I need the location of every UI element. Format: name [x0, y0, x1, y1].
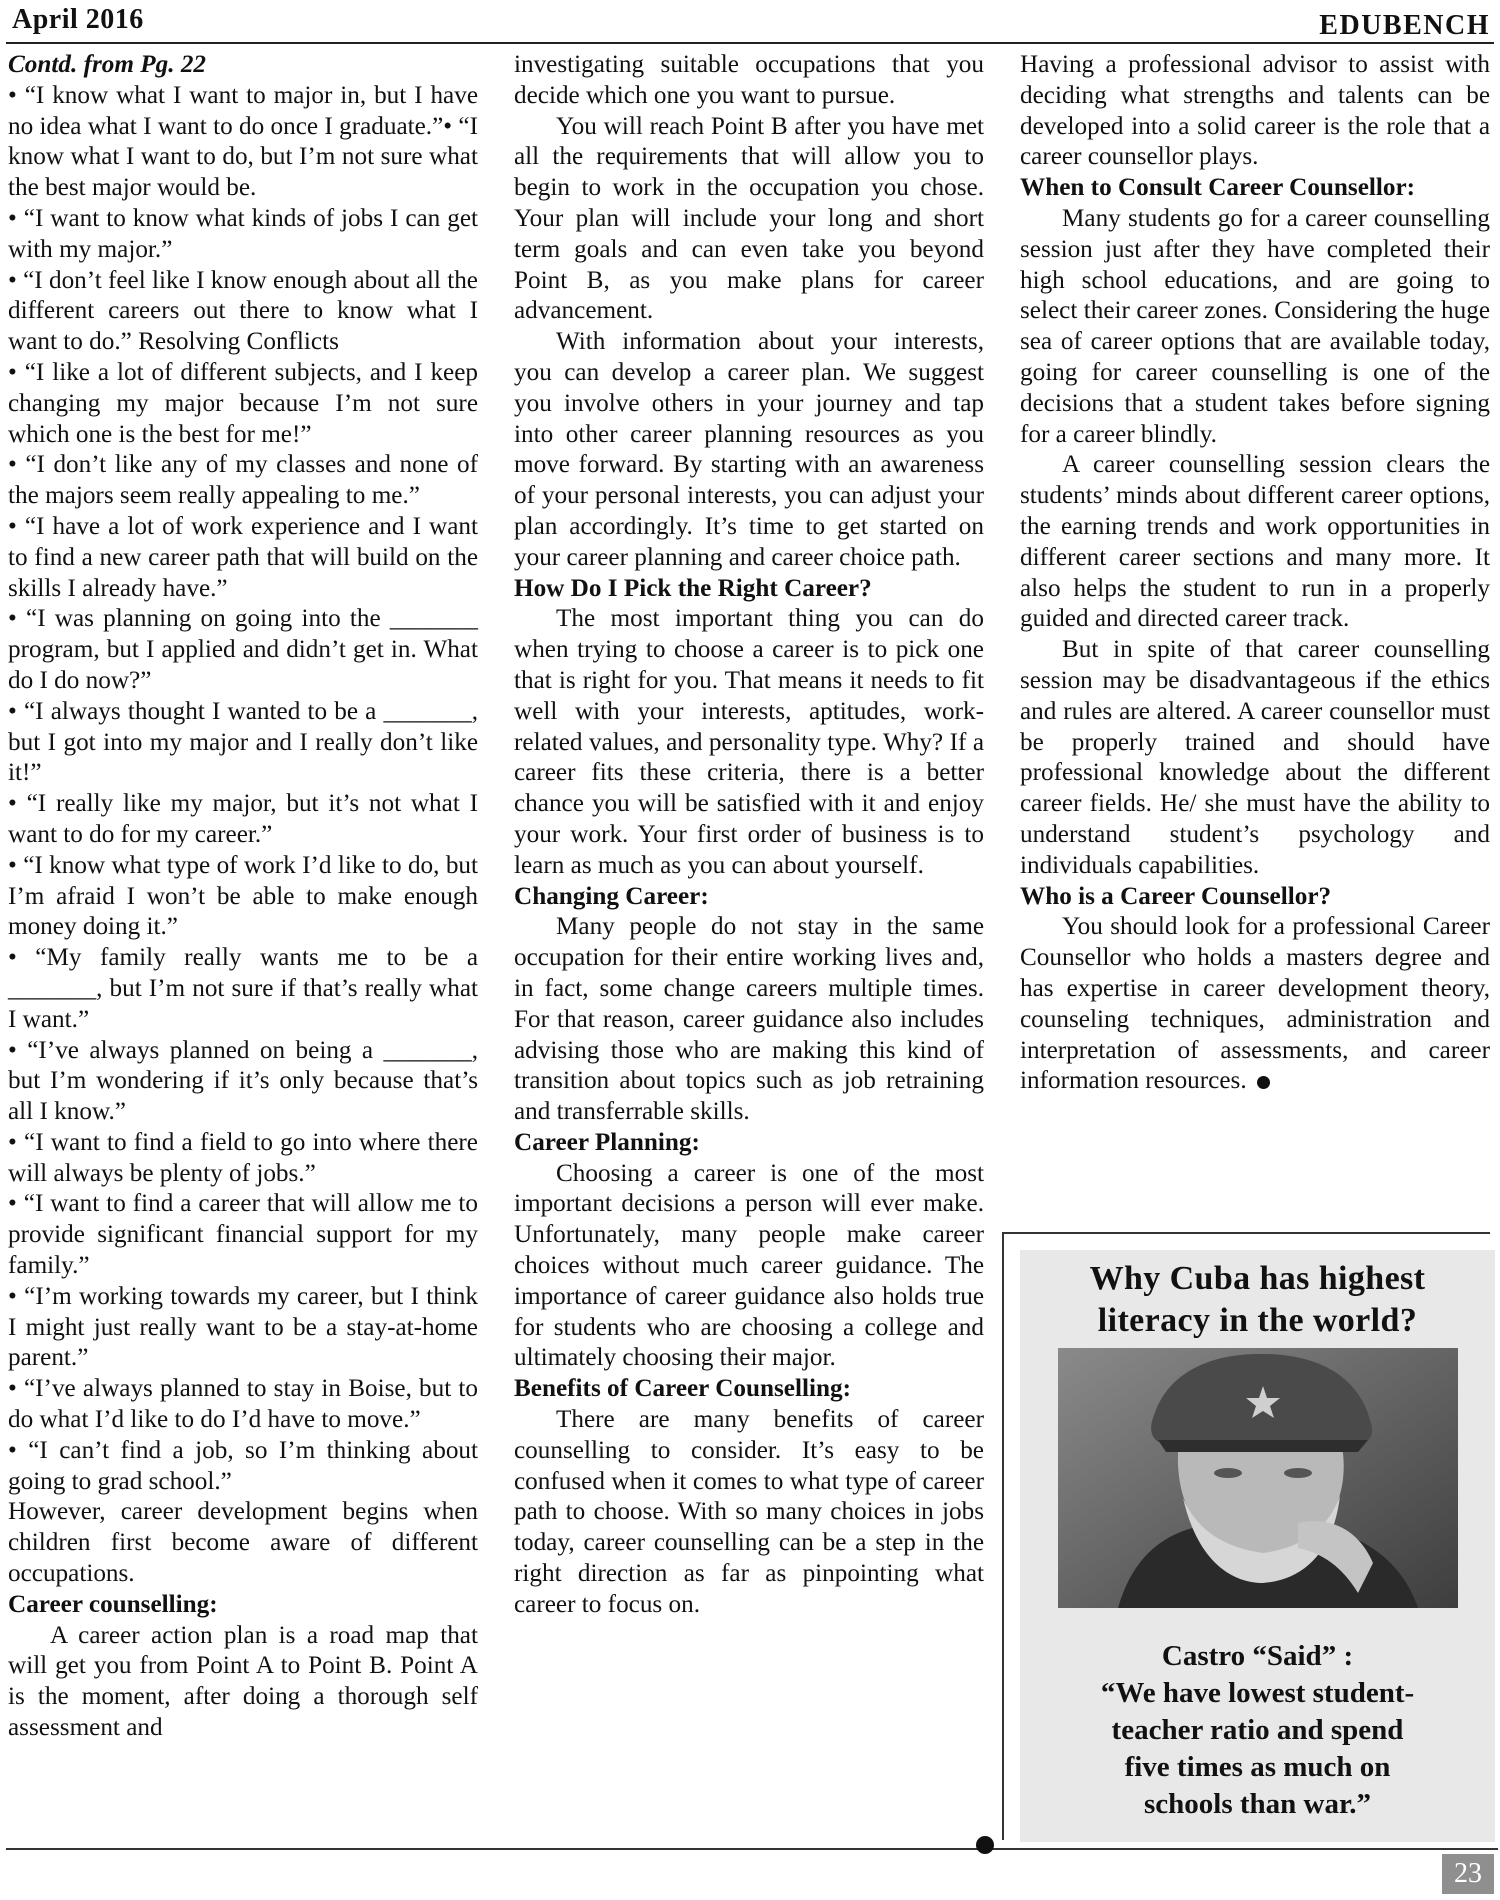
- paragraph: [514, 604, 984, 881]
- paragraph-text: How Do I Pick the Right Career?: [514, 574, 872, 602]
- paragraph-text: With information about your interests, you can develop a career plan. We suggest you involve others in your journey and tap into other career planning resources as you move forward. By starting with an awareness of your personal interests, you can adjust your plan accordingly. It’s time to get started on your career planning and career choice path.: [514, 328, 984, 571]
- paragraph: [514, 1405, 984, 1621]
- paragraph-text: Choosing a career is one of the most important decisions a person will ever make. Unfortunately, many people make career choices without much career guidance. The importance of career guidance also holds true for students who are choosing a college and ultimately choosing their major.: [514, 1159, 984, 1372]
- paragraph: [1020, 50, 1490, 173]
- section-heading: [514, 1374, 984, 1405]
- sidebar-top-rule: [1002, 1232, 1490, 1234]
- footer-rule: [6, 1848, 1498, 1850]
- sidebar-title: [1020, 1258, 1495, 1342]
- sidebar-box: [1020, 1250, 1495, 1842]
- article-column-1: [8, 50, 478, 1744]
- sidebar-quote: [1020, 1638, 1495, 1823]
- paragraph-text: Who is a Career Counsellor?: [1020, 882, 1332, 910]
- paragraph-text: A career counselling session clears the students’ minds about different career options, the earning trends and work opportunities in different career sections and many more. It also helps the student to run in a properly guided and directed career track.: [1020, 451, 1490, 633]
- section-heading: [1020, 173, 1490, 204]
- paragraph-text: You should look for a professional Career Counsellor who holds a masters degree and has expertise in career development theory, counseling techniques, administration and interpretation of assessments, and career information resources.: [1020, 913, 1490, 1095]
- header-rule: [6, 42, 1494, 44]
- section-heading: [1020, 882, 1490, 913]
- quote-line: teacher ratio and spend: [1111, 1714, 1404, 1746]
- paragraph: [1020, 450, 1490, 635]
- paragraph-text: investigating suitable occupations that you decide which one you want to pursue.: [514, 51, 984, 109]
- page-header: [0, 0, 1500, 52]
- section-heading: [514, 1128, 984, 1159]
- paragraph: [8, 1128, 478, 1190]
- paragraph: [8, 697, 478, 789]
- paragraph-text: • “I like a lot of different subjects, and I keep changing my major because I’m not sure which one is the best for me!”: [8, 358, 478, 448]
- paragraph: [8, 512, 478, 604]
- paragraph: [8, 943, 478, 1035]
- paragraph-text: • “I have a lot of work experience and I want to find a new career path that will build on the skills I already have.”: [8, 512, 478, 602]
- quote-attribution: Castro “Said” :: [1161, 1640, 1354, 1672]
- paragraph: [514, 50, 984, 112]
- paragraph-text: • “I don’t like any of my classes and none of the majors seem really appealing to me.”: [8, 451, 478, 510]
- paragraph-text: Many people do not stay in the same occupation for their entire working lives and, in fact, some change careers multiple times. For that reason, career guidance also includes advising those who are making this kind of transition about topics such as job retraining and transferrable skills.: [514, 913, 984, 1126]
- paragraph-text: Many students go for a career counselling session just after they have completed their high school educations, and are going to select their career zones. Considering the huge sea of career options that are available today, going for career counselling is one of the decisions that a student takes before signing for a career blindly.: [1020, 204, 1490, 448]
- paragraph: [514, 112, 984, 328]
- paragraph: [8, 1436, 478, 1498]
- paragraph: [8, 1282, 478, 1374]
- paragraph-text: But in spite of that career counselling session may be disadvantageous if the ethics and rules are altered. A career counsellor must be properly trained and should have professional knowledge about the different career fields. He/ she must have the ability to understand student’s psychology and individuals capabilities.: [1020, 636, 1490, 879]
- section-heading: [8, 1590, 478, 1621]
- portrait-illustration: [1058, 1348, 1458, 1608]
- paragraph-text: • “I’ve always planned on being a _______, but I’m wondering if it’s only because that’s all I know.”: [8, 1036, 478, 1126]
- paragraph: [8, 1374, 478, 1436]
- paragraph-text: • “I know what I want to major in, but I have no idea what I want to do once I graduate.”• “I know what I want to do, but I’m not sure what the best major would be.: [8, 81, 478, 202]
- paragraph: [1020, 912, 1490, 1097]
- paragraph-text: When to Consult Career Counsellor:: [1020, 174, 1416, 202]
- issue-date: April 2016: [12, 4, 144, 35]
- paragraph-text: • “I want to know what kinds of jobs I can get with my major.”: [8, 204, 478, 263]
- paragraph: [8, 266, 478, 358]
- end-of-article-dot: [1257, 1076, 1270, 1089]
- paragraph: [8, 358, 478, 450]
- paragraph-text: • “I don’t feel like I know enough about all the different careers out there to know what I want to do.” Resolving Conflicts: [8, 266, 478, 356]
- paragraph: [8, 1036, 478, 1128]
- castro-portrait-photo: [1058, 1348, 1458, 1608]
- paragraph-text: • “I really like my major, but it’s not what I want to do for my career.”: [8, 790, 478, 848]
- paragraph-text: • “My family really wants me to be a _______, but I’m not sure if that’s really what I want.”: [8, 944, 478, 1033]
- paragraph: [8, 789, 478, 851]
- sidebar-title-line: literacy in the world?: [1097, 1302, 1418, 1339]
- masthead: EDUBENCH: [1319, 10, 1490, 41]
- section-heading: [514, 882, 984, 913]
- paragraph: [8, 50, 478, 81]
- paragraph-text: • “I was planning on going into the _______ program, but I applied and didn’t get in. What do I do now?”: [8, 605, 478, 694]
- column-divider-rule: [1002, 1232, 1004, 1840]
- paragraph-text: Career counselling:: [8, 1590, 218, 1618]
- paragraph: [514, 912, 984, 1128]
- article-column-3: [1020, 50, 1490, 1097]
- paragraph-text: The most important thing you can do when trying to choose a career is to pick one that is right for you. That means it needs to fit well with your interests, aptitudes, work-related values, and personality type. Why? If a career fits these criteria, there is a better chance you will be satisfied with it and enjoy your work. Your first order of business is to learn as much as you can about yourself.: [514, 605, 984, 879]
- paragraph: [8, 1621, 478, 1744]
- quote-line: schools than war.”: [1144, 1788, 1371, 1820]
- paragraph-text: • “I can’t find a job, so I’m thinking about going to grad school.”: [8, 1436, 478, 1495]
- paragraph-text: Benefits of Career Counselling:: [514, 1375, 851, 1403]
- continued-from-note: Contd. from Pg. 22: [8, 51, 207, 78]
- article-end-bullet: [976, 1836, 994, 1854]
- paragraph-text: • “I want to find a career that will allow me to provide significant financial support for my family.”: [8, 1190, 478, 1280]
- paragraph-text: A career action plan is a road map that will get you from Point A to Point B. Point A is the moment, after doing a thorough self assessment and: [8, 1621, 478, 1742]
- paragraph-text: • “I always thought I wanted to be a _______, but I got into my major and I really don’t like it!”: [8, 697, 478, 787]
- paragraph-text: • “I know what type of work I’d like to do, but I’m afraid I won’t be able to make enough money doing it.”: [8, 851, 478, 941]
- paragraph: [8, 851, 478, 943]
- paragraph: [8, 204, 478, 266]
- paragraph: [514, 327, 984, 573]
- paragraph-text: You will reach Point B after you have met all the requirements that will allow you to begin to work in the occupation you chose. Your plan will include your long and short term goals and can even take you beyond Point B, as you make plans for career advancement.: [514, 112, 984, 325]
- paragraph: [1020, 635, 1490, 881]
- paragraph-text: However, career development begins when children first become aware of different occupations.: [8, 1498, 478, 1588]
- quote-line: “We have lowest student-: [1100, 1677, 1415, 1709]
- paragraph-text: • “I’m working towards my career, but I think I might just really want to be a stay-at-home parent.”: [8, 1282, 478, 1372]
- paragraph: [514, 1159, 984, 1375]
- paragraph-text: • “I’ve always planned to stay in Boise, but to do what I’d like to do I’d have to move.”: [8, 1375, 478, 1434]
- paragraph-text: There are many benefits of career counselling to consider. It’s easy to be confused when it comes to what type of career path to choose. With so many choices in jobs today, career counselling can be a step in the right direction as far as pinpointing what career to focus on.: [514, 1406, 984, 1618]
- paragraph: [8, 604, 478, 696]
- paragraph: [8, 81, 478, 204]
- paragraph-text: • “I want to find a field to go into where there will always be plenty of jobs.”: [8, 1128, 478, 1187]
- quote-line: five times as much on: [1124, 1751, 1391, 1783]
- article-column-2: [514, 50, 984, 1621]
- section-heading: [514, 574, 984, 605]
- paragraph-text: Changing Career:: [514, 882, 709, 910]
- page-number: 23: [1442, 1854, 1494, 1894]
- paragraph-text: Career Planning:: [514, 1128, 700, 1156]
- paragraph: [8, 450, 478, 512]
- paragraph: [8, 1497, 478, 1589]
- paragraph-text: Having a professional advisor to assist with deciding what strengths and talents can be developed into a solid career is the role that a career counsellor plays.: [1020, 51, 1490, 171]
- sidebar-title-line: Why Cuba has highest: [1089, 1260, 1426, 1297]
- paragraph: [8, 1189, 478, 1281]
- paragraph: [1020, 204, 1490, 450]
